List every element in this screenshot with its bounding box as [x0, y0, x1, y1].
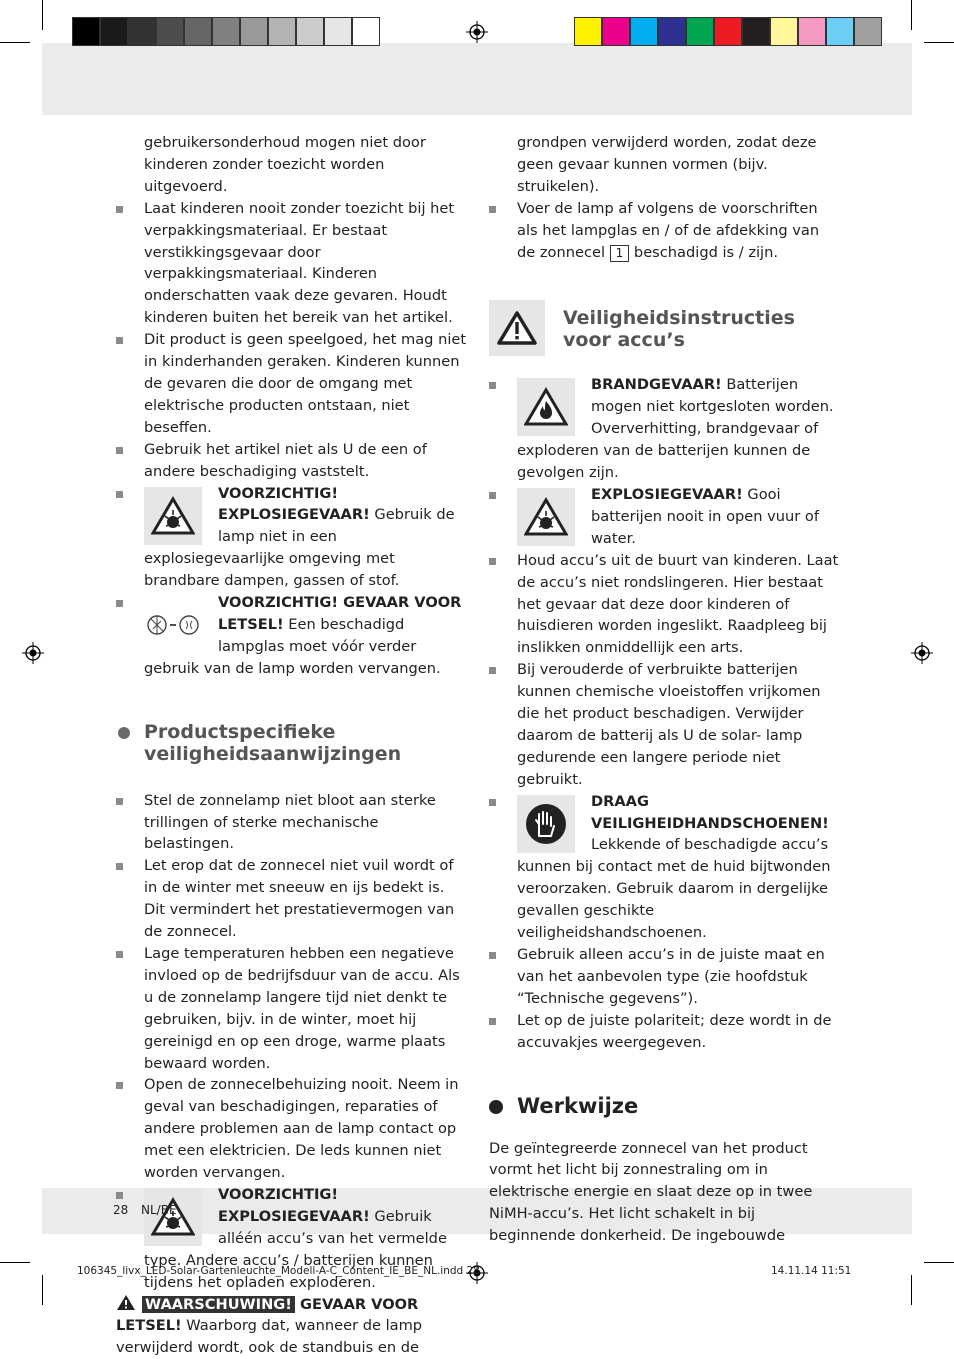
crop-mark: [911, 1275, 912, 1305]
list-item: Bij verouderde of verbruikte batterijen kunnen chemische vloeistoffen vrijkomen die het product beschadigen. Verwijder daarom de batterij als U de solar- lamp gedurende een langere periode niet gebruikt.: [489, 659, 841, 790]
list-item: Dit product is geen speelgoed, het mag niet in kinderhanden geraken. Kinderen kunnen de gevaren die door de omgang met elektrische producten ontstaan, niet beseffen.: [116, 329, 468, 439]
color-swatch: [240, 17, 268, 46]
color-swatch: [742, 17, 770, 46]
explosion-warning-icon: [517, 488, 575, 546]
color-swatch: [296, 17, 324, 46]
reference-number: 1: [610, 245, 630, 262]
registration-mark-icon: [911, 642, 933, 664]
language-code: NL/BE: [141, 1203, 177, 1217]
registration-mark-icon: [466, 21, 488, 43]
list-item: VOORZICHTIG! GEVAAR VOOR LETSEL! Een beschadigd lampglas moet vóór verder gebruik van de lamp worden vervangen.: [116, 592, 468, 680]
crop-mark: [0, 42, 30, 43]
color-swatch: [100, 17, 128, 46]
section-heading: Werkwijze: [489, 1094, 841, 1118]
color-swatch: [714, 17, 742, 46]
list-item: VOORZICHTIG! EXPLOSIEGEVAAR! Gebruik de lamp niet in een explosiegevaarlijke omgeving met brandbare dampen, gassen of stof.: [116, 483, 468, 593]
color-swatch: [184, 17, 212, 46]
print-date: 14.11.14 11:51: [771, 1265, 851, 1277]
list-item: Lage temperaturen hebben een negatieve invloed op de bedrijfsduur van de accu. Als u de zonnelamp langere tijd niet denkt te gebruiken, bijv. in de winter, moet hij gereinigd en op een droge, warme plaats bewaard worden.: [116, 943, 468, 1074]
list-item: Let op de juiste polariteit; deze wordt in de accuvakjes weergegeven.: [489, 1010, 841, 1054]
gloves-icon: [517, 795, 575, 853]
list-item: Gebruik alleen accu’s in de juiste maat en van het aanbevolen type (zie hoofdstuk “Technische gegevens”).: [489, 944, 841, 1010]
crop-mark: [924, 1262, 954, 1263]
color-swatch: [602, 17, 630, 46]
color-swatch: [72, 17, 100, 46]
list-item: Voer de lamp af volgens de voorschriften als het lampglas en / of de afdekking van de zonnecel 1 beschadigd is / zijn.: [489, 198, 841, 264]
registration-mark-icon: [22, 642, 44, 664]
crop-mark: [42, 1275, 43, 1305]
left-column: [116, 132, 468, 1359]
right-column: [489, 132, 841, 1247]
broken-glass-replace-icon: [144, 596, 202, 654]
color-swatch: [826, 17, 854, 46]
explosion-warning-icon: [144, 487, 202, 545]
color-swatch: [128, 17, 156, 46]
list-item: Open de zonnecelbehuizing nooit. Neem in geval van beschadigingen, reparaties of andere problemen aan de lamp contact op met een elektricien. De leds kunnen niet worden vervangen.: [116, 1074, 468, 1184]
crop-mark: [42, 0, 43, 30]
paragraph: grondpen verwijderd worden, zodat deze geen gevaar kunnen vormen (bijv. struikelen).: [489, 132, 841, 198]
color-swatch: [574, 17, 602, 46]
list-item: Gebruik het artikel niet als U de een of andere beschadiging vaststelt.: [116, 439, 468, 483]
color-swatch: [770, 17, 798, 46]
color-swatch: [658, 17, 686, 46]
crop-mark: [0, 1262, 30, 1263]
warning-icon: [489, 300, 545, 356]
list-item: Laat kinderen nooit zonder toezicht bij het verpakkingsmateriaal. Er bestaat verstikkingsgevaar door verpakkingsmateriaal. Kinderen onderschatten vaak deze gevaren. Houdt kinderen buiten het bereik van het artikel.: [116, 198, 468, 329]
color-swatch: [324, 17, 352, 46]
color-swatch: [212, 17, 240, 46]
color-swatch: [352, 17, 380, 46]
paragraph: gebruikersonderhoud mogen niet door kinderen zonder toezicht worden uitgevoerd.: [116, 132, 468, 198]
list-item: EXPLOSIEGEVAAR! Gooi batterijen nooit in open vuur of water.: [489, 484, 841, 550]
file-slug: 106345_livx_LED-Solar-Gartenleuchte_Modell-A-C_Content_IE_BE_NL.indd 28: [77, 1265, 480, 1277]
color-swatch: [156, 17, 184, 46]
list-item: BRANDGEVAAR! Batterijen mogen niet kortgesloten worden. Oververhitting, brandgevaar of exploderen van de batterijen kunnen de gevolgen zijn.: [489, 374, 841, 484]
list-item: VOORZICHTIG! EXPLOSIEGEVAAR! Gebruik alléén accu’s van het vermelde type. Andere accu’s / batterijen kunnen tijdens het opladen exploderen.: [116, 1184, 468, 1294]
section-heading: Productspecifieke veiligheidsaanwijzingen: [116, 721, 468, 765]
crop-mark: [924, 42, 954, 43]
color-swatch: [854, 17, 882, 46]
page-number: 28: [113, 1203, 128, 1217]
color-swatch: [686, 17, 714, 46]
warning-paragraph: WAARSCHUWING! GEVAAR VOOR LETSEL! Waarborg dat, wanneer de lamp verwijderd wordt, ook de standbuis en de: [116, 1294, 468, 1359]
list-item: Houd accu’s uit de buurt van kinderen. Laat de accu’s niet rondslingeren. Hier bestaat het gevaar dat deze door kinderen of huisdieren worden ingeslikt. Raadpleeg bij inslikken onmiddellijk een arts.: [489, 550, 841, 660]
warning-triangle-icon: [116, 1294, 136, 1311]
fire-warning-icon: [517, 378, 575, 436]
color-swatch: [268, 17, 296, 46]
crop-mark: [911, 0, 912, 30]
list-item: Stel de zonnelamp niet bloot aan sterke trillingen of sterke mechanische belastingen.: [116, 790, 468, 856]
accu-safety-heading: Veiligheidsinstructies voor accu’s: [489, 300, 841, 356]
list-item: DRAAG VEILIGHEIDHANDSCHOENEN! Lekkende of beschadigde accu’s kunnen bij contact met de huid bijtwonden veroorzaken. Gebruik daarom in dergelijke gevallen geschikte veiligheidshandschoenen.: [489, 791, 841, 944]
paragraph: De geïntegreerde zonnecel van het product vormt het licht bij zonnestraling om in elektrische energie en slaat deze op in twee NiMH-accu’s. Het licht schakelt in bij beginnende donkerheid. De ingebouwde: [489, 1138, 841, 1248]
list-item: Let erop dat de zonnecel niet vuil wordt of in de winter met sneeuw en ijs bedekt is. Dit vermindert het prestatievermogen van de zonnecel.: [116, 855, 468, 943]
header-band: [42, 43, 912, 115]
color-swatch: [630, 17, 658, 46]
color-swatch: [798, 17, 826, 46]
